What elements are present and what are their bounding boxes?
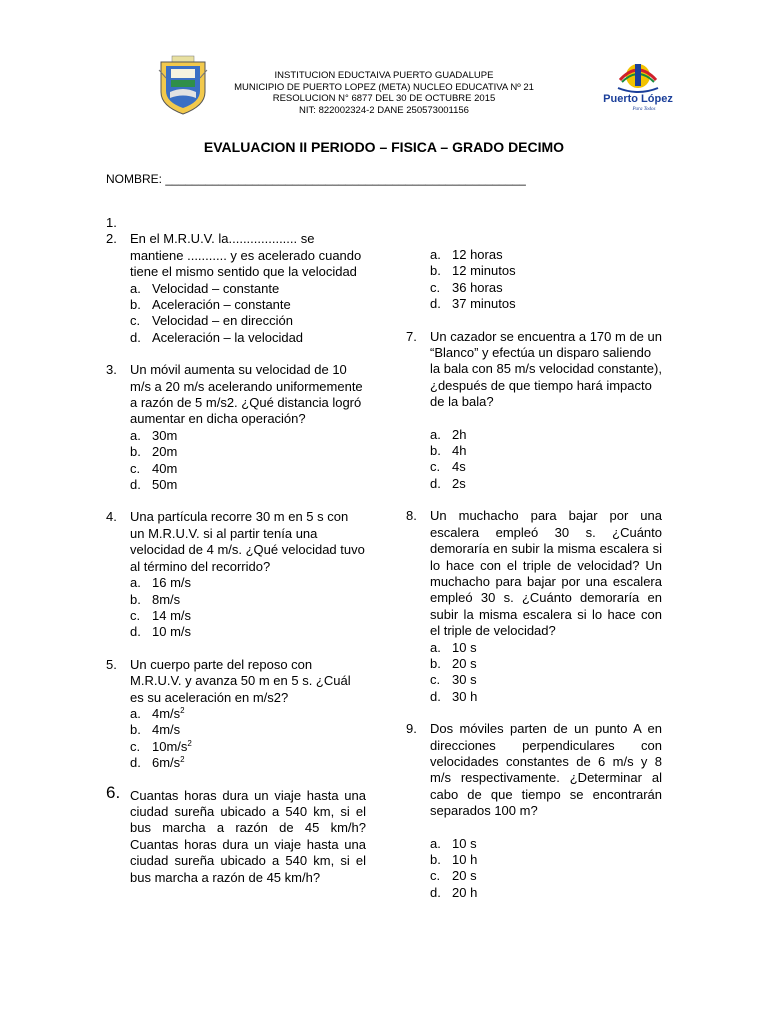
option-letter: b. [130,444,141,460]
question-number: 8. [406,508,417,524]
option[interactable] [130,297,366,313]
question-number: 3. [106,362,117,378]
question-number: 1. [106,215,117,230]
option-text: 12 horas [452,247,503,262]
option-letter: d. [430,296,441,312]
question-text: Un móvil aumenta su velocidad de 10 m/s a 20 m/s acelerando uniformemente a razón de 5 m/s2. ¿Qué distancia logró aumentar en dicha operación? [130,362,363,427]
superscript: 2 [187,738,192,748]
option-text: 8m/s [152,591,181,607]
option-text: 10m/s [152,738,188,754]
options-list [406,427,662,493]
option-letter: b. [430,443,441,459]
option-text: 6m/s [152,755,181,771]
option-letter: a. [130,280,141,296]
option-text: 30 s [452,672,477,688]
question-6 [106,782,366,886]
superscript: 2 [180,705,185,715]
option-text: Velocidad – en dirección [152,313,293,329]
option[interactable] [130,477,366,493]
options-list [406,836,662,902]
option[interactable] [430,476,662,492]
option-letter: d. [130,755,141,771]
option[interactable] [430,672,662,688]
option-letter: a. [130,427,141,443]
option-text: 50m [152,477,178,493]
question-text: Un muchacho para bajar por una escalera empleó 30 s. ¿Cuánto demoraría en subir la misma escalera si lo hace con el triple de velocidad? Un muchacho para bajar por una escalera empleó 30 s. ¿Cuánto demoraría en subir la misma escalera si lo hace con el triple de velocidad? [430,508,662,639]
option[interactable] [430,852,662,868]
header-line: RESOLUCION N° 6877 DEL 30 DE OCTUBRE 2015 [272,93,496,104]
question-text: Una partícula recorre 30 m en 5 s con un M.R.U.V. si al partir tenía una velocidad de 4 m/s. ¿Qué velocidad tuvo al término del recorrido? [130,509,365,574]
option[interactable] [130,608,366,624]
option-text: Aceleración – la velocidad [152,329,304,345]
header-line: INSTITUCION EDUCTAIVA PUERTO GUADALUPE [274,70,494,81]
option-text: 10 m/s [152,624,192,640]
options-list [106,706,366,772]
option[interactable] [430,280,662,296]
question-text: Un cuerpo parte del reposo con M.R.U.V. y avanza 50 m en 5 s. ¿Cuál es su aceleración en m/s2? [130,656,351,705]
option[interactable] [430,247,662,263]
question-text: En el M.R.U.V. la................... se mantiene ........... y es acelerado cuando tiene el mismo sentido que la velocidad [130,231,362,280]
option[interactable] [430,640,662,656]
question-number: 9. [406,721,417,737]
option[interactable] [130,281,366,297]
option-letter: b. [430,263,441,279]
option-letter: c. [430,672,441,688]
question-number: 5. [106,656,117,672]
option[interactable] [130,444,366,460]
option[interactable] [130,624,366,640]
option-letter: a. [430,639,441,655]
name-label: NOMBRE: [106,172,163,186]
option-letter: d. [130,329,141,345]
question-text: Cuantas horas dura un viaje hasta una ciudad sureña ubicado a 540 km, si el bus marcha a razón de 45 km/h? Cuantas horas dura un viaje hasta una ciudad sureña ubicado a 540 km, si el bus marcha a razón de 45 km/h? [130,787,366,885]
option-letter: d. [130,624,141,640]
question-9 [406,721,662,819]
option-text: Aceleración – constante [152,297,291,313]
option[interactable] [430,689,662,705]
question-5 [106,657,366,706]
question-1 [106,215,366,231]
question-text: Un cazador se encuentra a 170 m de un “Blanco” y efectúa un disparo saliendo la bala con 85 m/s velocidad constante), ¿después de que tiempo hará impacto de la bala? [430,328,662,410]
question-number: 4. [106,509,117,525]
left-column [106,215,366,886]
option-text: 12 minutos [452,263,516,279]
question-7 [406,329,662,411]
option-text: 20 s [452,868,477,884]
option-text: 10 s [452,835,477,851]
exam-title: EVALUACION II PERIODO – FISICA – GRADO DECIMO [203,139,565,155]
option-letter: c. [430,279,441,295]
options-list [106,575,366,641]
option[interactable] [130,428,366,444]
option-text: 14 m/s [152,607,192,623]
right-column [406,247,662,901]
option[interactable] [430,263,662,279]
option-letter: d. [130,477,141,493]
option[interactable] [130,330,366,346]
option[interactable] [130,592,366,608]
question-number: 2. [106,231,117,247]
option-text: 4m/s [152,722,181,738]
option-text: 10 s [452,639,477,655]
name-field[interactable] [106,172,526,186]
option-text: 20 h [452,884,478,900]
question-2 [106,231,366,280]
option-letter: c. [430,868,441,884]
option[interactable] [130,739,366,755]
option[interactable] [130,461,366,477]
option-letter: c. [430,459,441,475]
option[interactable] [430,427,662,443]
option-letter: b. [130,591,141,607]
option-letter: b. [430,655,441,671]
option-letter: b. [430,852,441,867]
option-letter: d. [430,475,441,491]
option-text: 30 h [452,688,478,704]
option[interactable] [430,459,662,475]
question-3 [106,362,366,428]
option-letter: a. [130,575,141,591]
option-text: 20 s [452,655,477,671]
option[interactable] [430,656,662,672]
puerto-lopez-logo [598,62,678,112]
name-line[interactable]: ______________________________________________________ [165,172,526,186]
option-text: 30m [152,427,178,443]
options-list [106,428,366,494]
option-letter: b. [130,297,141,313]
option-letter: c. [130,738,141,754]
option-letter: c. [130,313,141,329]
header-line: NIT: 822002324-2 DANE 250573001156 [299,104,469,116]
option[interactable] [430,836,662,852]
option-text: 16 m/s [152,575,192,591]
option-text: 36 horas [452,279,503,295]
option-letter: a. [430,426,441,442]
option-letter: d. [430,688,441,704]
option-letter: c. [130,460,141,476]
option[interactable] [130,706,366,722]
option-letter: a. [430,247,441,262]
option-letter: b. [130,722,141,738]
option-text: 20m [152,444,178,460]
option-text: 10 h [452,852,478,867]
option-text: 37 minutos [452,296,516,312]
options-list [106,281,366,347]
option-letter: c. [130,607,141,623]
question-number: 7. [406,328,417,344]
option[interactable] [130,313,366,329]
question-8 [406,508,662,639]
option[interactable] [130,575,366,591]
question-4 [106,509,366,575]
option-text: 40m [152,460,178,476]
option[interactable] [430,443,662,459]
option[interactable] [130,722,366,738]
option-text: 4s [452,459,466,475]
option-text: 4m/s [152,705,181,721]
option-text: Velocidad – constante [152,280,280,296]
superscript: 2 [180,755,185,765]
header-line: MUNICIPIO DE PUERTO LOPEZ (META) NUCLEO EDUCATIVA Nº 21 [234,81,534,93]
option-text: 2h [452,426,467,442]
option-text: 4h [452,443,467,459]
options-list [406,640,662,706]
options-list [406,247,662,313]
question-number: 6. [106,782,121,802]
option[interactable] [430,885,662,901]
option[interactable] [430,296,662,312]
logo-right-text: Puerto López [603,93,673,105]
option[interactable] [130,755,366,771]
option-letter: a. [130,705,141,721]
question-text: Dos móviles parten de un punto A en direcciones perpendiculares con velocidades constantes de 6 m/s y 8 m/s respectivamente. ¿Determinar al cabo de que tiempo se encontrarán separados 100 m? [430,721,662,819]
option-letter: a. [430,835,441,851]
option-text: 2s [452,475,466,491]
option-letter: d. [430,884,441,900]
option[interactable] [430,868,662,884]
logo-right-tagline: Para Todos [632,107,656,112]
